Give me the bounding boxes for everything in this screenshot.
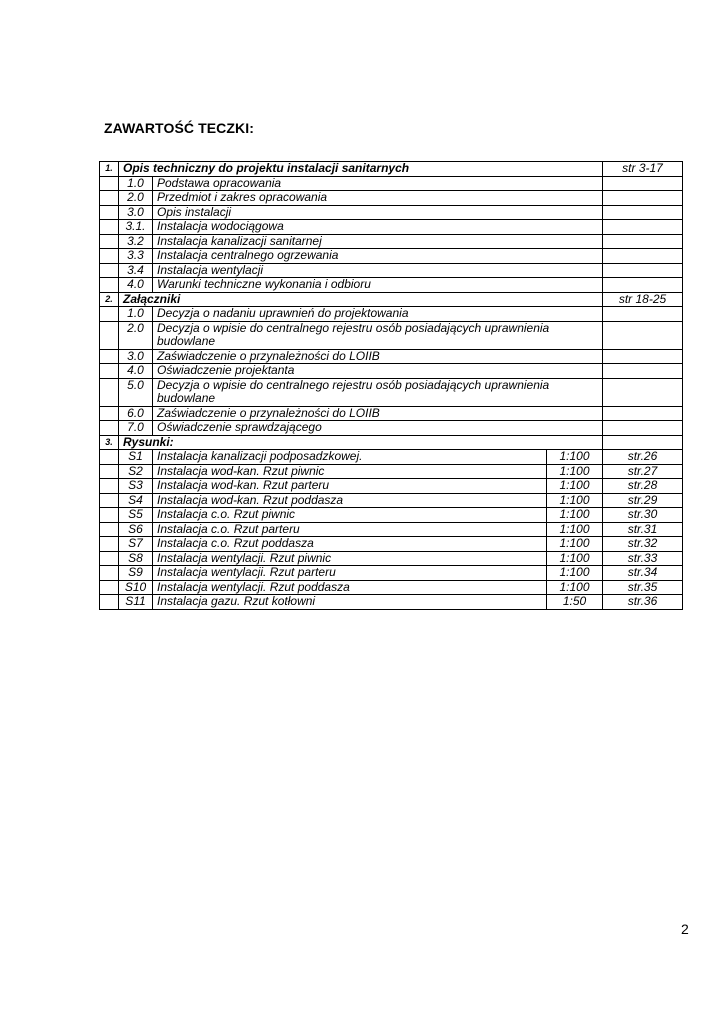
item-number: 3.0 (119, 349, 153, 364)
section-number: 2. (100, 292, 119, 307)
section-row (100, 435, 683, 450)
drawing-title: Instalacja wentylacji. Rzut poddasza (153, 580, 547, 595)
section-pages: str 18-25 (603, 292, 683, 307)
item-row (100, 364, 683, 379)
item-number: 5.0 (119, 378, 153, 406)
item-number: 6.0 (119, 406, 153, 421)
item-text: Oświadczenie projektanta (153, 364, 603, 379)
item-text: Przedmiot i zakres opracowania (153, 191, 603, 206)
empty-cell (100, 176, 119, 191)
section-title: Opis techniczny do projektu instalacji sanitarnych (119, 162, 603, 177)
empty-cell (100, 191, 119, 206)
empty-cell (100, 595, 119, 610)
drawing-number: S10 (119, 580, 153, 595)
section-number: 3. (100, 435, 119, 450)
drawing-row (100, 522, 683, 537)
item-text: Decyzja o wpisie do centralnego rejestru osób posiadających uprawnienia budowlane (153, 378, 603, 406)
item-text: Instalacja wentylacji (153, 263, 603, 278)
item-row (100, 321, 683, 349)
item-number: 3.2 (119, 234, 153, 249)
drawing-number: S7 (119, 537, 153, 552)
empty-cell (100, 522, 119, 537)
item-pages (603, 176, 683, 191)
drawing-scale: 1:100 (547, 479, 603, 494)
item-pages (603, 378, 683, 406)
drawing-page: str.28 (603, 479, 683, 494)
item-text: Instalacja centralnego ogrzewania (153, 249, 603, 264)
item-pages (603, 263, 683, 278)
item-number: 4.0 (119, 278, 153, 293)
item-row (100, 349, 683, 364)
empty-cell (100, 278, 119, 293)
empty-cell (100, 551, 119, 566)
drawing-row (100, 479, 683, 494)
item-row (100, 406, 683, 421)
drawing-row (100, 493, 683, 508)
item-pages (603, 191, 683, 206)
page-number: 2 (681, 921, 689, 937)
empty-cell (100, 364, 119, 379)
drawing-page: str.33 (603, 551, 683, 566)
item-pages (603, 249, 683, 264)
drawing-row (100, 551, 683, 566)
drawing-page: str.27 (603, 464, 683, 479)
empty-cell (100, 493, 119, 508)
drawing-title: Instalacja wentylacji. Rzut piwnic (153, 551, 547, 566)
item-text: Zaświadczenie o przynależności do LOIIB (153, 349, 603, 364)
drawing-row (100, 450, 683, 465)
drawing-title: Instalacja c.o. Rzut poddasza (153, 537, 547, 552)
drawing-title: Instalacja c.o. Rzut parteru (153, 522, 547, 537)
item-number: 1.0 (119, 307, 153, 322)
empty-cell (100, 450, 119, 465)
drawing-row (100, 595, 683, 610)
empty-cell (100, 406, 119, 421)
item-row (100, 378, 683, 406)
item-text: Opis instalacji (153, 205, 603, 220)
empty-cell (100, 421, 119, 436)
item-text: Podstawa opracowania (153, 176, 603, 191)
drawing-number: S11 (119, 595, 153, 610)
drawing-number: S3 (119, 479, 153, 494)
drawing-page: str.35 (603, 580, 683, 595)
drawing-number: S1 (119, 450, 153, 465)
document-title: ZAWARTOŚĆ TECZKI: (104, 120, 254, 136)
item-row (100, 205, 683, 220)
empty-cell (100, 321, 119, 349)
empty-cell (100, 378, 119, 406)
drawing-title: Instalacja wod-kan. Rzut piwnic (153, 464, 547, 479)
item-text: Warunki techniczne wykonania i odbioru (153, 278, 603, 293)
item-number: 4.0 (119, 364, 153, 379)
drawing-scale: 1:100 (547, 450, 603, 465)
drawing-page: str.30 (603, 508, 683, 523)
drawing-title: Instalacja kanalizacji podposadzkowej. (153, 450, 547, 465)
drawing-scale: 1:100 (547, 566, 603, 581)
empty-cell (100, 508, 119, 523)
item-number: 3.4 (119, 263, 153, 278)
contents-table (99, 161, 683, 610)
item-number: 3.3 (119, 249, 153, 264)
drawing-row (100, 464, 683, 479)
drawing-number: S9 (119, 566, 153, 581)
section-pages: str 3-17 (603, 162, 683, 177)
drawing-page: str.36 (603, 595, 683, 610)
empty-cell (100, 263, 119, 278)
section-row (100, 292, 683, 307)
item-number: 7.0 (119, 421, 153, 436)
item-pages (603, 205, 683, 220)
drawing-scale: 1:100 (547, 537, 603, 552)
drawing-scale: 1:100 (547, 551, 603, 566)
drawing-number: S4 (119, 493, 153, 508)
drawing-number: S6 (119, 522, 153, 537)
drawing-number: S8 (119, 551, 153, 566)
drawing-number: S5 (119, 508, 153, 523)
item-pages (603, 278, 683, 293)
section-row (100, 162, 683, 177)
empty-cell (100, 220, 119, 235)
item-text: Zaświadczenie o przynależności do LOIIB (153, 406, 603, 421)
item-number: 2.0 (119, 321, 153, 349)
empty-cell (100, 566, 119, 581)
item-number: 2.0 (119, 191, 153, 206)
item-row (100, 421, 683, 436)
empty-cell (100, 537, 119, 552)
drawing-scale: 1:50 (547, 595, 603, 610)
drawing-title: Instalacja wod-kan. Rzut poddasza (153, 493, 547, 508)
drawing-title: Instalacja wod-kan. Rzut parteru (153, 479, 547, 494)
drawing-number: S2 (119, 464, 153, 479)
drawing-title: Instalacja wentylacji. Rzut parteru (153, 566, 547, 581)
item-row (100, 278, 683, 293)
drawing-row (100, 537, 683, 552)
item-pages (603, 349, 683, 364)
empty-cell (100, 205, 119, 220)
item-text: Instalacja kanalizacji sanitarnej (153, 234, 603, 249)
drawing-row (100, 508, 683, 523)
item-pages (603, 406, 683, 421)
item-pages (603, 364, 683, 379)
drawing-page: str.26 (603, 450, 683, 465)
item-number: 1.0 (119, 176, 153, 191)
drawing-row (100, 580, 683, 595)
item-pages (603, 421, 683, 436)
item-number: 3.0 (119, 205, 153, 220)
drawing-page: str.32 (603, 537, 683, 552)
empty-cell (100, 349, 119, 364)
drawing-scale: 1:100 (547, 580, 603, 595)
drawing-page: str.34 (603, 566, 683, 581)
item-text: Instalacja wodociągowa (153, 220, 603, 235)
empty-cell (100, 479, 119, 494)
empty-cell (100, 307, 119, 322)
item-text: Oświadczenie sprawdzającego (153, 421, 603, 436)
item-pages (603, 234, 683, 249)
drawing-title: Instalacja c.o. Rzut piwnic (153, 508, 547, 523)
section-pages (603, 435, 683, 450)
item-number: 3.1. (119, 220, 153, 235)
section-title: Rysunki: (119, 435, 603, 450)
drawing-scale: 1:100 (547, 522, 603, 537)
empty-cell (100, 249, 119, 264)
section-title: Załączniki (119, 292, 603, 307)
item-pages (603, 307, 683, 322)
item-row (100, 307, 683, 322)
empty-cell (100, 234, 119, 249)
item-row (100, 263, 683, 278)
item-row (100, 220, 683, 235)
item-text: Decyzja o nadaniu uprawnień do projektowania (153, 307, 603, 322)
drawing-page: str.31 (603, 522, 683, 537)
empty-cell (100, 580, 119, 595)
item-row (100, 234, 683, 249)
item-row (100, 191, 683, 206)
item-pages (603, 220, 683, 235)
empty-cell (100, 464, 119, 479)
drawing-scale: 1:100 (547, 464, 603, 479)
item-row (100, 176, 683, 191)
item-pages (603, 321, 683, 349)
item-text: Decyzja o wpisie do centralnego rejestru osób posiadających uprawnienia budowlane (153, 321, 603, 349)
drawing-page: str.29 (603, 493, 683, 508)
drawing-scale: 1:100 (547, 508, 603, 523)
item-row (100, 249, 683, 264)
section-number: 1. (100, 162, 119, 177)
drawing-row (100, 566, 683, 581)
drawing-scale: 1:100 (547, 493, 603, 508)
drawing-title: Instalacja gazu. Rzut kotłowni (153, 595, 547, 610)
